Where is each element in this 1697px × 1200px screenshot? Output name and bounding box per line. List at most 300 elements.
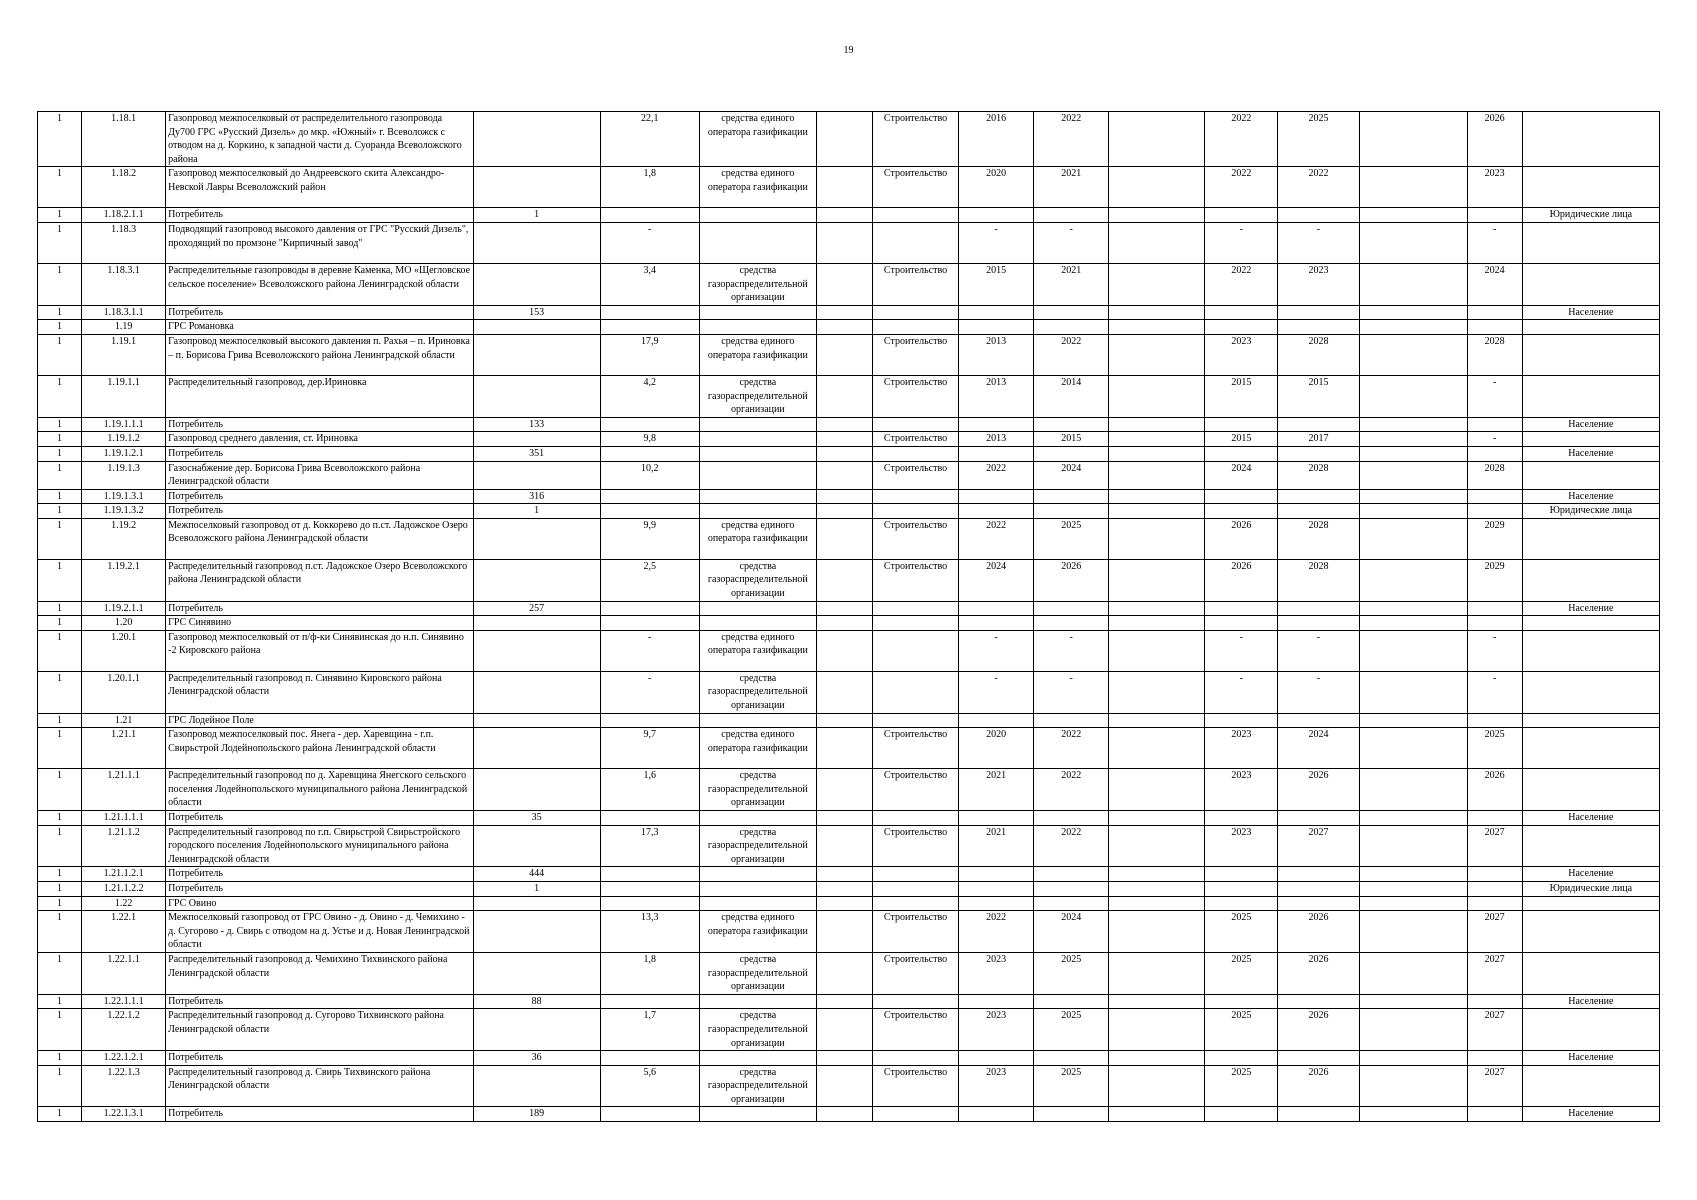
table-cell: средства газораспределительной организации	[699, 1065, 816, 1107]
table-cell: 2022	[1205, 167, 1278, 208]
table-cell: 2022	[1034, 769, 1109, 811]
table-cell	[1359, 559, 1467, 601]
table-row	[38, 867, 1660, 882]
table-cell	[1278, 417, 1359, 432]
table-cell	[1205, 320, 1278, 335]
table-cell: 2023	[1205, 334, 1278, 375]
table-cell: 2022	[1034, 112, 1109, 167]
table-cell: 2027	[1467, 952, 1522, 994]
table-cell	[600, 320, 699, 335]
table-cell: -	[1205, 630, 1278, 671]
table-cell	[473, 559, 600, 601]
table-cell: 1.19.1.1	[82, 375, 166, 417]
table-cell	[1359, 630, 1467, 671]
table-cell	[1359, 334, 1467, 375]
table-cell: 2023	[1467, 167, 1522, 208]
table-cell	[1522, 334, 1659, 375]
table-cell: 2015	[959, 263, 1034, 305]
table-cell: 2016	[959, 112, 1034, 167]
table-cell: 1.18.3	[82, 222, 166, 263]
table-cell	[959, 616, 1034, 631]
data-table	[37, 111, 1660, 1122]
table-cell	[1467, 320, 1522, 335]
table-cell: 1	[38, 713, 82, 728]
table-cell: -	[1278, 222, 1359, 263]
table-row	[38, 1009, 1660, 1051]
table-cell: 1.22.1.2.1	[82, 1051, 166, 1066]
table-cell	[1109, 334, 1205, 375]
table-cell: 2026	[1278, 769, 1359, 811]
table-cell: 1.22.1.3	[82, 1065, 166, 1107]
table-cell: Строительство	[872, 461, 958, 489]
table-cell	[1522, 769, 1659, 811]
table-cell: 2028	[1278, 334, 1359, 375]
table-cell: Строительство	[872, 263, 958, 305]
table-cell	[1205, 616, 1278, 631]
table-cell	[1034, 616, 1109, 631]
table-cell	[1109, 461, 1205, 489]
table-cell	[872, 222, 958, 263]
table-cell	[1522, 728, 1659, 769]
table-cell: Потребитель	[166, 867, 473, 882]
table-cell	[816, 489, 872, 504]
table-cell	[1467, 417, 1522, 432]
table-cell: 2024	[1278, 728, 1359, 769]
table-cell: 3,4	[600, 263, 699, 305]
table-cell	[872, 601, 958, 616]
table-cell: 1.19.2.1	[82, 559, 166, 601]
table-cell: Строительство	[872, 167, 958, 208]
table-cell	[1109, 375, 1205, 417]
table-cell	[1109, 867, 1205, 882]
table-cell	[1109, 811, 1205, 826]
table-cell: 2022	[959, 911, 1034, 953]
table-cell: 2028	[1278, 461, 1359, 489]
table-cell	[1467, 994, 1522, 1009]
table-cell: Потребитель	[166, 994, 473, 1009]
table-cell	[872, 896, 958, 911]
table-cell	[1522, 616, 1659, 631]
table-cell: средства газораспределительной организации	[699, 825, 816, 867]
table-cell: 2021	[959, 825, 1034, 867]
table-cell	[816, 320, 872, 335]
table-cell	[1034, 504, 1109, 519]
table-cell: -	[1034, 630, 1109, 671]
table-row	[38, 713, 1660, 728]
table-cell: 2015	[1205, 375, 1278, 417]
table-cell	[872, 1107, 958, 1122]
table-cell	[1278, 504, 1359, 519]
table-row	[38, 825, 1660, 867]
table-cell	[1359, 1051, 1467, 1066]
table-cell: 2023	[959, 1065, 1034, 1107]
table-cell: Потребитель	[166, 489, 473, 504]
table-cell	[600, 489, 699, 504]
table-cell: 9,9	[600, 518, 699, 559]
table-cell: 257	[473, 601, 600, 616]
table-cell: -	[600, 222, 699, 263]
table-cell	[1205, 713, 1278, 728]
table-cell: Распределительный газопровод по д. Харевщина Янегского сельского поселения Лодейнопольского муниципального района Ленинградской области	[166, 769, 473, 811]
table-cell: 1	[38, 559, 82, 601]
table-cell: 189	[473, 1107, 600, 1122]
table-cell: ГРС Синявино	[166, 616, 473, 631]
table-cell: 133	[473, 417, 600, 432]
table-cell	[872, 630, 958, 671]
table-cell	[959, 713, 1034, 728]
table-cell	[816, 559, 872, 601]
table-cell	[816, 1009, 872, 1051]
table-cell	[1359, 881, 1467, 896]
table-cell: 5,6	[600, 1065, 699, 1107]
table-cell: 1	[38, 263, 82, 305]
table-cell: -	[600, 671, 699, 713]
table-cell	[1109, 911, 1205, 953]
table-cell	[1522, 825, 1659, 867]
table-cell	[1034, 811, 1109, 826]
table-cell: 1.22.1	[82, 911, 166, 953]
table-cell: ГРС Лодейное Поле	[166, 713, 473, 728]
table-cell: средства единого оператора газификации	[699, 112, 816, 167]
table-cell: 2023	[959, 952, 1034, 994]
table-cell: 1.21.1.1.1	[82, 811, 166, 826]
table-cell	[600, 601, 699, 616]
table-cell	[473, 671, 600, 713]
table-cell: средства газораспределительной организации	[699, 375, 816, 417]
table-cell	[600, 994, 699, 1009]
table-cell	[473, 713, 600, 728]
table-cell	[600, 881, 699, 896]
table-cell	[1034, 896, 1109, 911]
table-cell: Строительство	[872, 334, 958, 375]
table-cell	[1522, 432, 1659, 447]
table-cell	[1467, 504, 1522, 519]
table-cell: Строительство	[872, 559, 958, 601]
table-cell: -	[1467, 222, 1522, 263]
table-row	[38, 167, 1660, 208]
table-cell: 1	[38, 1051, 82, 1066]
table-cell	[816, 222, 872, 263]
table-cell: -	[1034, 222, 1109, 263]
table-cell: Газоснабжение дер. Борисова Грива Всеволожского района Ленинградской области	[166, 461, 473, 489]
table-cell	[1109, 1009, 1205, 1051]
table-cell	[473, 112, 600, 167]
table-cell	[1109, 112, 1205, 167]
table-cell: 1	[38, 896, 82, 911]
table-cell: 1	[38, 320, 82, 335]
table-cell	[600, 305, 699, 320]
table-cell	[959, 994, 1034, 1009]
table-cell	[473, 263, 600, 305]
table-cell	[1205, 417, 1278, 432]
table-cell: Население	[1522, 601, 1659, 616]
table-cell	[1109, 1051, 1205, 1066]
table-cell: 2025	[1205, 952, 1278, 994]
table-cell: 1.21.1.2	[82, 825, 166, 867]
table-cell	[1109, 167, 1205, 208]
table-cell	[959, 601, 1034, 616]
table-cell: 2025	[1034, 952, 1109, 994]
table-cell: 2024	[1205, 461, 1278, 489]
table-cell: 1	[38, 417, 82, 432]
table-cell: Распределительные газопроводы в деревне Каменка, МО «Щегловское сельское поселение» Всеволожского района Ленинградской области	[166, 263, 473, 305]
table-cell	[600, 713, 699, 728]
table-cell: 2023	[959, 1009, 1034, 1051]
table-row	[38, 222, 1660, 263]
table-cell: Распределительный газопровод п. Синявино Кировского района Ленинградской области	[166, 671, 473, 713]
table-row	[38, 320, 1660, 335]
table-cell: средства единого оператора газификации	[699, 518, 816, 559]
table-cell	[1522, 320, 1659, 335]
table-cell	[1109, 994, 1205, 1009]
table-cell: 1	[38, 952, 82, 994]
table-cell	[473, 630, 600, 671]
table-cell: 1.19	[82, 320, 166, 335]
table-cell	[872, 811, 958, 826]
table-cell: 2029	[1467, 518, 1522, 559]
table-cell	[872, 504, 958, 519]
table-cell	[600, 504, 699, 519]
table-cell: 1.18.3.1	[82, 263, 166, 305]
table-cell	[473, 167, 600, 208]
table-cell: 2021	[1034, 263, 1109, 305]
table-cell	[699, 616, 816, 631]
table-cell: 2026	[1467, 769, 1522, 811]
table-cell	[1278, 1107, 1359, 1122]
table-cell: Юридические лица	[1522, 208, 1659, 223]
table-cell: 1	[38, 305, 82, 320]
table-cell	[959, 305, 1034, 320]
table-cell: 1	[38, 911, 82, 953]
table-cell	[1109, 896, 1205, 911]
table-cell	[1109, 881, 1205, 896]
table-cell: 2022	[1034, 728, 1109, 769]
table-cell: средства газораспределительной организации	[699, 952, 816, 994]
table-cell: 17,3	[600, 825, 699, 867]
table-cell	[816, 167, 872, 208]
table-cell	[473, 769, 600, 811]
table-cell: 13,3	[600, 911, 699, 953]
table-cell: 1	[38, 1065, 82, 1107]
table-cell	[600, 446, 699, 461]
table-cell: 1	[38, 825, 82, 867]
table-cell: 1	[38, 671, 82, 713]
table-cell: 2024	[959, 559, 1034, 601]
table-cell: -	[1467, 671, 1522, 713]
table-cell: средства газораспределительной организации	[699, 1009, 816, 1051]
table-cell: 1	[473, 208, 600, 223]
table-cell: 1	[38, 375, 82, 417]
table-cell	[699, 461, 816, 489]
table-cell: 1	[38, 518, 82, 559]
table-cell	[600, 616, 699, 631]
table-cell	[816, 1107, 872, 1122]
table-cell	[699, 601, 816, 616]
table-cell	[1359, 867, 1467, 882]
table-cell: 2024	[1467, 263, 1522, 305]
table-cell: Межпоселковый газопровод от ГРС Овино - д. Овино - д. Чемихино - д. Сугорово - д. Свирь с отводом на д. Устье и д. Новая Ленинградской области	[166, 911, 473, 953]
table-cell	[1109, 728, 1205, 769]
table-cell: -	[1278, 671, 1359, 713]
table-cell	[1522, 375, 1659, 417]
table-cell: 1	[38, 728, 82, 769]
table-cell	[699, 896, 816, 911]
table-cell: 1.19.1.2	[82, 432, 166, 447]
table-cell: 1	[38, 334, 82, 375]
table-cell	[959, 208, 1034, 223]
table-cell: 2025	[1278, 112, 1359, 167]
table-cell: 1.19.1.1.1	[82, 417, 166, 432]
table-cell	[959, 1107, 1034, 1122]
table-cell: 2028	[1278, 518, 1359, 559]
table-cell: Газопровод межпоселковый до Андреевского скита Александро-Невской Лавры Всеволожский район	[166, 167, 473, 208]
table-cell	[473, 825, 600, 867]
table-cell: 1	[38, 461, 82, 489]
table-cell: 1	[38, 208, 82, 223]
table-cell	[959, 811, 1034, 826]
table-cell: 2027	[1467, 1065, 1522, 1107]
table-cell: 1	[38, 881, 82, 896]
table-cell	[1205, 489, 1278, 504]
table-cell	[1278, 896, 1359, 911]
table-cell	[1359, 417, 1467, 432]
table-cell	[1205, 504, 1278, 519]
table-cell	[1359, 461, 1467, 489]
table-cell	[816, 769, 872, 811]
table-cell: средства единого оператора газификации	[699, 728, 816, 769]
table-cell: Строительство	[872, 518, 958, 559]
table-cell	[816, 630, 872, 671]
table-cell: 2023	[1278, 263, 1359, 305]
table-cell	[816, 616, 872, 631]
table-cell	[1109, 825, 1205, 867]
table-cell: 1,8	[600, 167, 699, 208]
table-cell	[1359, 208, 1467, 223]
table-cell: 2022	[1034, 825, 1109, 867]
table-cell: 1	[38, 811, 82, 826]
table-cell: 1.18.1	[82, 112, 166, 167]
table-row	[38, 518, 1660, 559]
table-cell: Газопровод межпоселковый от распределительного газопровода Ду700 ГРС «Русский Дизель» до мкр. «Южный» г. Всеволожск с отводом на д. Коркино, к западной части д. Суоранда Всеволожского района	[166, 112, 473, 167]
table-cell: 2026	[1205, 559, 1278, 601]
table-cell	[600, 208, 699, 223]
table-cell: 2021	[959, 769, 1034, 811]
table-row	[38, 208, 1660, 223]
table-cell: средства единого оператора газификации	[699, 167, 816, 208]
table-cell: 1.21.1.2.1	[82, 867, 166, 882]
table-cell: 1,8	[600, 952, 699, 994]
table-cell	[872, 671, 958, 713]
table-cell: Население	[1522, 446, 1659, 461]
table-cell	[1359, 518, 1467, 559]
table-cell: 2025	[1205, 1065, 1278, 1107]
table-cell: 444	[473, 867, 600, 882]
table-cell: Газопровод среднего давления, ст. Ириновка	[166, 432, 473, 447]
table-cell	[1034, 446, 1109, 461]
table-cell: Население	[1522, 305, 1659, 320]
table-cell	[1109, 616, 1205, 631]
table-cell	[816, 461, 872, 489]
table-cell	[1034, 305, 1109, 320]
table-cell: средства газораспределительной организации	[699, 263, 816, 305]
table-cell: 1.22.1.3.1	[82, 1107, 166, 1122]
table-cell	[959, 1051, 1034, 1066]
table-cell	[473, 952, 600, 994]
table-cell: 153	[473, 305, 600, 320]
table-cell	[1359, 952, 1467, 994]
table-row	[38, 1051, 1660, 1066]
table-cell: Потребитель	[166, 208, 473, 223]
table-row	[38, 671, 1660, 713]
table-cell: 1.19.2.1.1	[82, 601, 166, 616]
table-cell: 35	[473, 811, 600, 826]
table-cell: 1	[38, 616, 82, 631]
table-cell	[1109, 1107, 1205, 1122]
table-cell	[1359, 811, 1467, 826]
table-cell: 9,7	[600, 728, 699, 769]
table-cell	[1034, 881, 1109, 896]
table-cell	[1467, 881, 1522, 896]
table-cell	[1522, 1065, 1659, 1107]
table-cell	[473, 320, 600, 335]
table-cell	[872, 994, 958, 1009]
table-cell: 22,1	[600, 112, 699, 167]
table-cell	[1522, 112, 1659, 167]
table-cell	[1359, 896, 1467, 911]
table-cell	[1359, 911, 1467, 953]
table-cell	[1522, 713, 1659, 728]
table-cell: 2022	[959, 518, 1034, 559]
table-cell: 2026	[1278, 1065, 1359, 1107]
table-cell	[1034, 489, 1109, 504]
table-cell: Межпоселковый газопровод от д. Коккорево до п.ст. Ладожское Озеро Всеволожского района Ленинградской области	[166, 518, 473, 559]
table-cell	[1205, 1051, 1278, 1066]
table-cell	[1359, 375, 1467, 417]
table-cell	[816, 825, 872, 867]
table-cell: Строительство	[872, 728, 958, 769]
table-cell: 17,9	[600, 334, 699, 375]
table-cell: 4,2	[600, 375, 699, 417]
table-row	[38, 911, 1660, 953]
table-cell: 2020	[959, 167, 1034, 208]
table-cell	[816, 911, 872, 953]
table-cell: средства газораспределительной организации	[699, 671, 816, 713]
table-cell: 1.22	[82, 896, 166, 911]
table-cell	[1359, 601, 1467, 616]
table-row	[38, 728, 1660, 769]
table-cell: 1.22.1.1.1	[82, 994, 166, 1009]
table-cell: 1	[38, 1107, 82, 1122]
table-cell	[816, 208, 872, 223]
table-cell	[699, 417, 816, 432]
table-cell	[473, 911, 600, 953]
table-row	[38, 504, 1660, 519]
table-cell	[1522, 222, 1659, 263]
table-cell: Население	[1522, 811, 1659, 826]
table-cell: 316	[473, 489, 600, 504]
table-cell	[1467, 208, 1522, 223]
table-cell: Строительство	[872, 1065, 958, 1107]
table-cell: Газопровод межпоселковый высокого давления п. Рахья – п. Ириновка – п. Борисова Грива Всеволожского района Ленинградской области	[166, 334, 473, 375]
table-cell: Распределительный газопровод, дер.Ириновка	[166, 375, 473, 417]
table-cell: 2026	[1467, 112, 1522, 167]
table-cell: 1	[473, 881, 600, 896]
table-cell	[1278, 208, 1359, 223]
table-cell	[1109, 518, 1205, 559]
table-cell: средства газораспределительной организации	[699, 769, 816, 811]
table-cell: Потребитель	[166, 446, 473, 461]
table-cell	[1109, 769, 1205, 811]
